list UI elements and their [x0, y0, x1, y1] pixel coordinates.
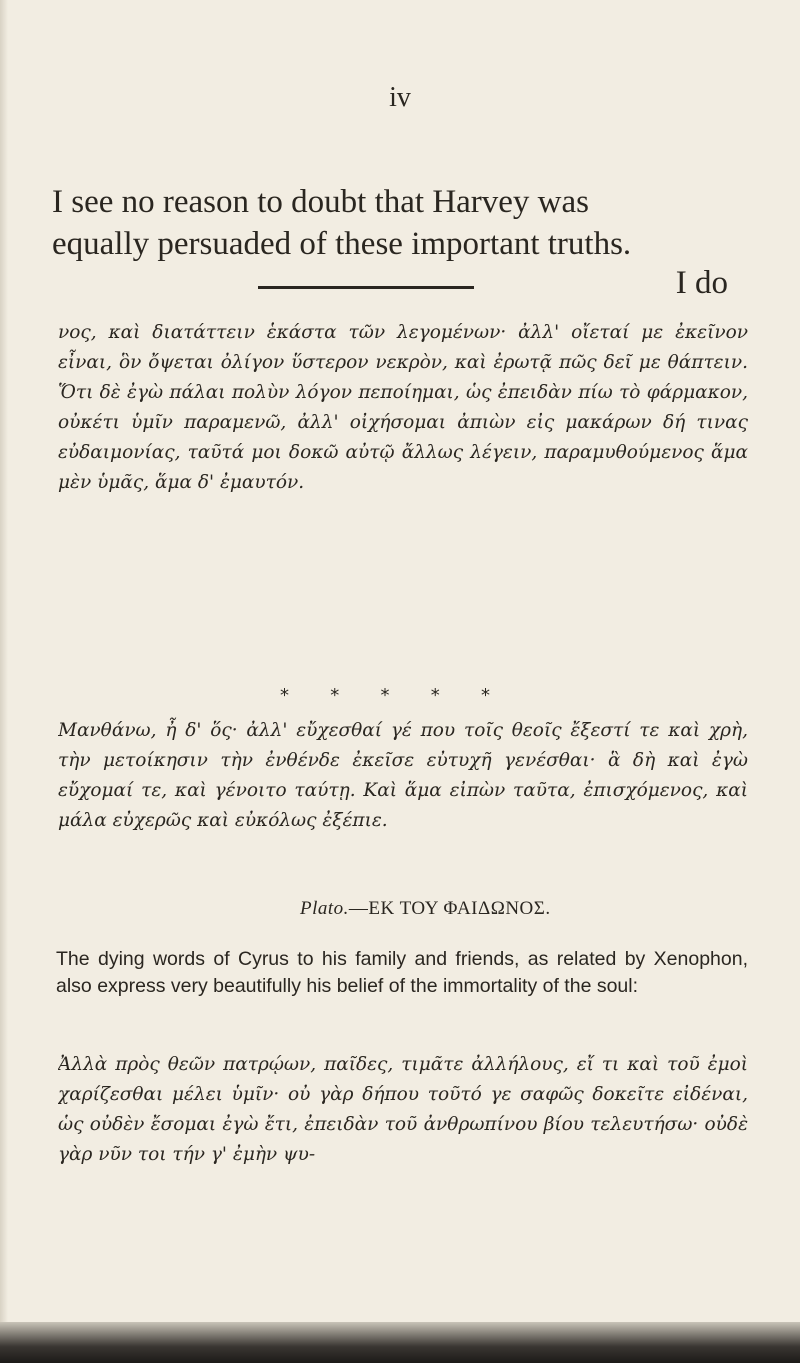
scan-bottom-edge: [0, 1322, 800, 1363]
intro-line-1: I see no reason to doubt that Harvey was: [52, 184, 590, 220]
attribution-author: Plato.: [300, 898, 349, 919]
asterisk: *: [330, 685, 340, 706]
greek-passage-phaedo-1: νος, καὶ διατάττειν ἑκάστα τῶν λεγομένων· ἀλλ' οἴεταί με ἐκεῖνον εἶναι, ὃν ὄψεται ὀλίγον ὕστερον νεκρὸν, καὶ ἐρωτᾷ πῶς δεῖ με θάπτειν. Ὅτι δὲ ἐγὼ πάλαι πολὺν λόγον πεποίημαι, ὡς ἐπειδὰν πίω τὸ φάρμακον, οὐκέτι ὑμῖν παραμενῶ, ἀλλ' οἰχήσομαι ἀπιὼν εἰς μακάρων δή τινας εὐδαιμονίας, ταῦτά μοι δοκῶ αὐτῷ ἄλλως λέγειν, παραμυθούμενος ἅμα μὲν ὑμᾶς, ἅμα δ' ἐμαυτόν.: [58, 322, 748, 493]
asterisk: *: [280, 685, 289, 706]
asterisk: *: [380, 685, 390, 706]
attribution-source: —ΕΚ ΤΟΥ ΦΑΙΔΩΝΟΣ.: [348, 898, 551, 919]
intro-line-2: equally persuaded of these important truths.: [52, 226, 632, 262]
intro-line-3: I do: [675, 265, 728, 301]
attribution: [300, 898, 720, 920]
page-edge-shadow: [0, 0, 8, 1363]
greek-passage-cyrus: Ἀλλὰ πρὸς θεῶν πατρῴων, παῖδες, τιμᾶτε ἀλλήλους, εἴ τι καὶ τοῦ ἐμοὶ χαρίζεσθαι μέλει ὑμῖν· οὐ γὰρ δήπου τοῦτό γε σαφῶς δοκεῖτε εἰδέναι, ὡς οὐδὲν ἔσομαι ἐγὼ ἔτι, ἐπειδὰν τοῦ ἀνθρωπίνου βίου τελευτήσω· οὐδὲ γὰρ νῦν τοι τήν γ' ἐμὴν ψυ-: [58, 1054, 748, 1165]
asterisk: *: [481, 685, 490, 706]
greek-passage-phaedo-2: Μανθάνω, ἦ δ' ὅς· ἀλλ' εὔχεσθαί γέ που τοῖς θεοῖς ἔξεστί τε καὶ χρὴ, τὴν μετοίκησιν τὴν ἐνθένδε ἐκεῖσε εὐτυχῆ γενέσθαι· ἃ δὴ καὶ ἐγὼ εὔχομαί τε, καὶ γένοιτο ταύτῃ. Καὶ ἅμα εἰπὼν ταῦτα, ἐπισχόμενος, καὶ μάλα εὐχερῶς καὶ εὐκόλως ἐξέπιε.: [58, 720, 748, 831]
section-rule: [258, 286, 474, 289]
asterisk: *: [430, 685, 440, 706]
page-number: iv: [389, 82, 411, 113]
asterisk-divider: [280, 685, 490, 706]
english-paragraph-cyrus: The dying words of Cyrus to his family and friends, as related by Xenophon, also express very beautifully his belief of the immortality of the soul:: [56, 948, 748, 997]
